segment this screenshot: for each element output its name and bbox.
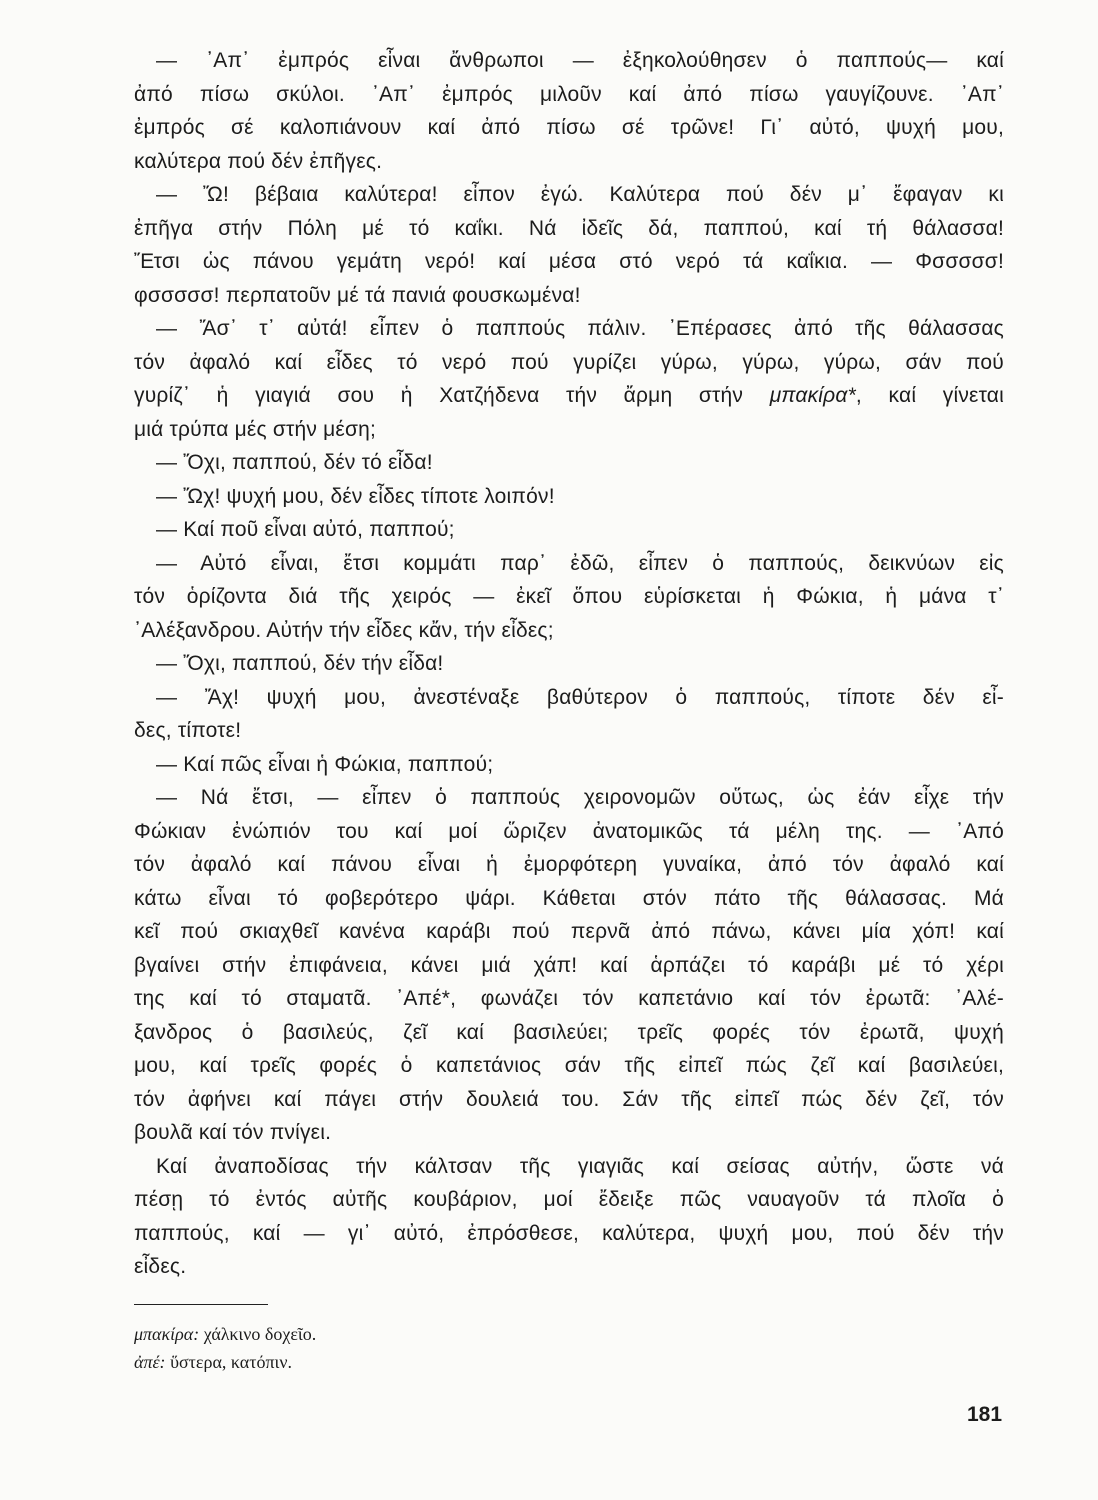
text-line: ξανδρος ὁ βασιλεύς, ζεῖ καί βασιλεύει; τρεῖς φορές τόν ἐρωτᾶ, ψυχή [134, 1020, 1004, 1044]
text-line: Φώκιαν ἐνώπιόν του καί μοί ὥριζεν ἀνατομικῶς τά μέλη της. — ᾿Από [134, 819, 1004, 843]
footnotes [134, 1320, 734, 1376]
text-line: πέσῃ τό ἐντός αὐτῆς κουβάριον, μοί ἔδειξε πῶς ναυαγοῦν τά πλοῖα ὁ [134, 1188, 1004, 1211]
text-line: — Ὄχι, παππού, δέν τό εἶδα! [156, 451, 433, 474]
text-line: — Ἄσ᾽ τ᾽ αὐτά! εἶπεν ὁ παππούς πάλιν. ᾿Επέρασες ἀπό τῆς θάλασσας [156, 317, 1004, 340]
text-line: τόν ἀφήνει καί πάγει στήν δουλειά του. Σάν τῆς εἰπεῖ πώς δέν ζεῖ, τόν [134, 1087, 1004, 1111]
text-line: φσσσσσ! περπατοῦν μέ τά πανιά φουσκωμένα! [134, 283, 581, 307]
text-line: — Ἄχ! ψυχή μου, ἀνεστέναξε βαθύτερον ὁ παππούς, τίποτε δέν εἶ- [156, 685, 1004, 709]
text-line: καλύτερα πού δέν ἐπῆγες. [134, 149, 383, 173]
text-line: — Νά ἔτσι, — εἶπεν ὁ παππούς χειρονομῶν οὕτως, ὡς ἐάν εἶχε τήν [156, 786, 1004, 809]
text-line: τόν ἀφαλό καί εἶδες τό νερό πού γυρίζει γύρω, γύρω, γύρω, σάν πού [134, 350, 1004, 374]
text-line: — Ὤχ! ψυχή μου, δέν εἶδες τίποτε λοιπόν! [156, 484, 555, 508]
footnote-definition: ὕστερα, κατόπιν. [165, 1352, 293, 1372]
text-line: εἶδες. [134, 1255, 187, 1278]
text-run: γυρίζ᾽ ἡ γιαγιά σου ἡ Χατζήδενα τήν ἄρμη στήν [134, 384, 770, 407]
text-line: τόν ἀφαλό καί πάνου εἶναι ἡ ἐμορφότερη γυναίκα, ἀπό τόν ἀφαλό καί [134, 853, 1004, 876]
text-line [134, 379, 1004, 413]
text-line: δες, τίποτε! [134, 719, 242, 742]
footnote [134, 1320, 734, 1348]
footnote-term: ἀπέ: [134, 1352, 166, 1372]
text-line: Καί ἀναποδίσας τήν κάλτσαν τῆς γιαγιᾶς καί σείσας αὐτήν, ὥστε νά [156, 1154, 1004, 1178]
text-line: παππούς, καί — γι᾽ αὐτό, ἐπρόσθεσε, καλύτερα, ψυχή μου, πού δέν τήν [134, 1221, 1004, 1245]
text-line: — Ὤ! βέβαια καλύτερα! εἶπον ἐγώ. Καλύτερα πού δέν μ᾽ ἔφαγαν κι [156, 183, 1004, 206]
text-line: ἐπῆγα στήν Πόλη μέ τό καΐκι. Νά ἰδεῖς δά, παππού, καί τή θάλασσα! [134, 216, 1004, 240]
main-text [134, 44, 1004, 1284]
footnote-divider [134, 1304, 268, 1305]
text-line: κεῖ πού σκιαχθεῖ κανένα καράβι πού περνᾶ ἀπό πάνω, κάνει μία χόπ! καί [134, 920, 1004, 943]
text-line: — Αὐτό εἶναι, ἔτσι κομμάτι παρ᾽ ἐδῶ, εἶπεν ὁ παππούς, δεικνύων εἰς [156, 551, 1004, 575]
text-line: — Καί πῶς εἶναι ἡ Φώκια, παππού; [156, 752, 494, 776]
text-line: — Καί ποῦ εἶναι αὐτό, παππού; [156, 518, 455, 541]
footnote-term: μπακίρα: [134, 1324, 200, 1344]
footnote [134, 1348, 734, 1376]
text-line: μιά τρύπα μές στήν μέση; [134, 417, 377, 441]
italic-term: μπακίρα* [769, 384, 856, 407]
text-line: Ἔτσι ὡς πάνου γεμάτη νερό! καί μέσα στό νερό τά καΐκια. — Φσσσσσ! [134, 250, 1004, 273]
text-line: τόν ὁρίζοντα διά τῆς χειρός — ἐκεῖ ὅπου εὑρίσκεται ἡ Φώκια, ἡ μάνα τ᾽ [134, 585, 1004, 608]
text-line: της καί τό σταματᾶ. ᾿Απέ*, φωνάζει τόν καπετάνιο καί τόν ἐρωτᾶ: ᾿Αλέ- [134, 987, 1004, 1010]
text-line: ἀπό πίσω σκύλοι. ᾿Απ᾽ ἐμπρός μιλοῦν καί ἀπό πίσω γαυγίζουνε. ᾿Απ᾽ [134, 82, 1004, 106]
text-line: βγαίνει στήν ἐπιφάνεια, κάνει μιά χάπ! καί ἁρπάζει τό καράβι μέ τό χέρι [134, 953, 1004, 977]
page-number: 181 [967, 1403, 1003, 1426]
text-line: — Ὄχι, παππού, δέν τήν εἶδα! [156, 652, 444, 675]
text-line: ᾿Αλέξανδρου. Αὐτήν τήν εἶδες κἄν, τήν εἶδες; [134, 618, 554, 642]
text-line: μου, καί τρεῖς φορές ὁ καπετάνιος σάν τῆς εἰπεῖ πώς ζεῖ καί βασιλεύει, [134, 1054, 1004, 1077]
text-run: , καί γίνεται [855, 384, 1004, 407]
footnote-definition: χάλκινο δοχεῖο. [199, 1324, 317, 1344]
text-line: — ᾿Απ᾽ ἐμπρός εἶναι ἄνθρωποι — ἐξηκολούθησεν ὁ παππούς— καί [156, 49, 1004, 72]
text-line: βουλᾶ καί τόν πνίγει. [134, 1121, 332, 1144]
text-line: ἐμπρός σέ καλοπιάνουν καί ἀπό πίσω σέ τρῶνε! Γι᾽ αὐτό, ψυχή μου, [134, 116, 1004, 139]
text-line: κάτω εἶναι τό φοβερότερο ψάρι. Κάθεται στόν πάτο τῆς θάλασσας. Μά [134, 886, 1004, 910]
